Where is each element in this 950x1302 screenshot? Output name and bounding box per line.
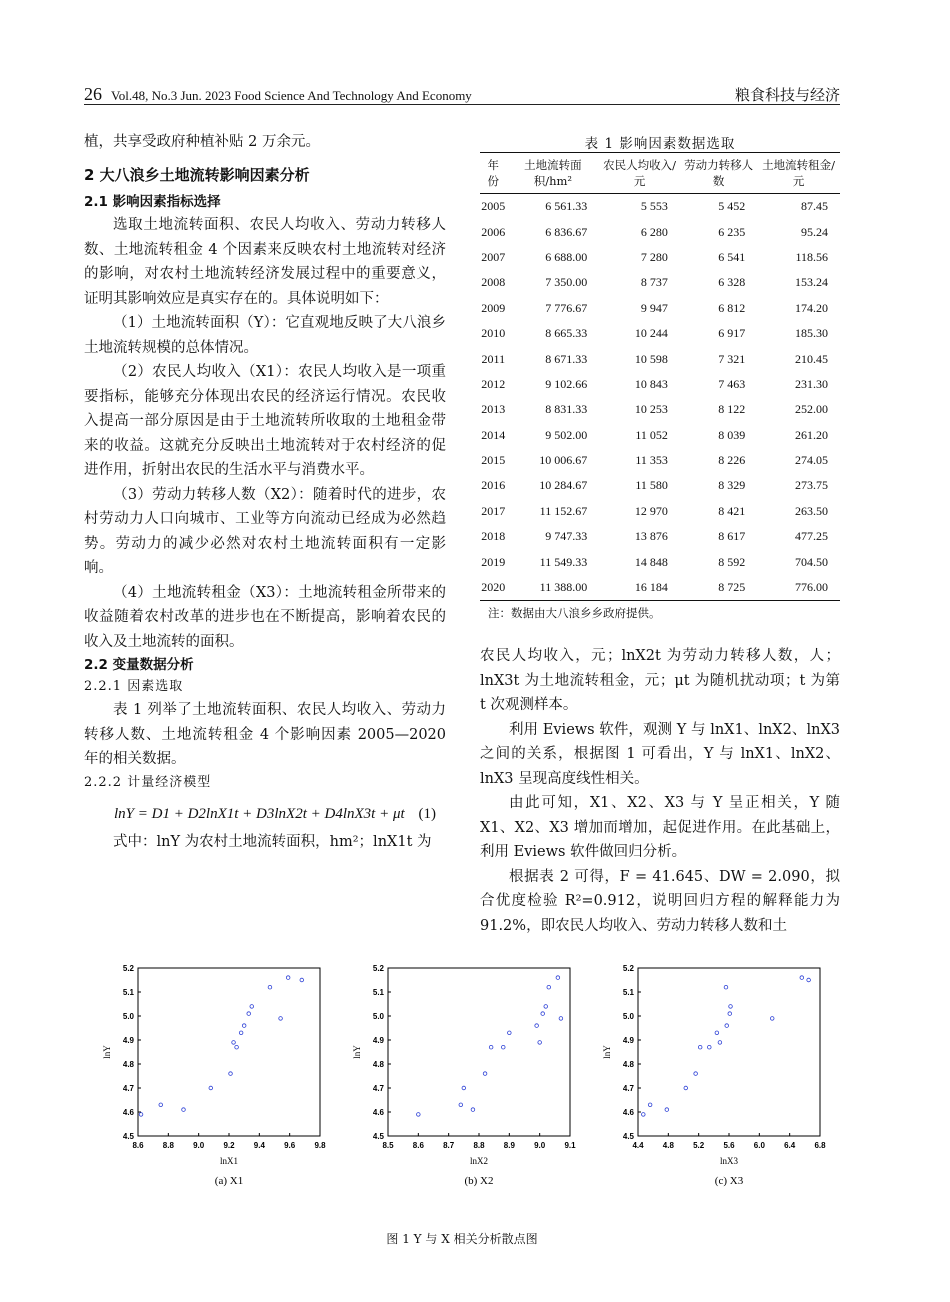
table-cell: 185.30 bbox=[795, 326, 828, 341]
table-cell: 274.05 bbox=[795, 453, 828, 468]
table-cell: 2008 bbox=[481, 275, 506, 290]
journal-info: Vol.48, No.3 Jun. 2023 Food Science And Technology And Economy bbox=[111, 88, 472, 103]
data-point bbox=[279, 1017, 283, 1021]
table-cell: 9 947 bbox=[640, 300, 668, 315]
table-header-cell: 土地流转面积/hm² bbox=[507, 153, 600, 194]
table-cell: 231.30 bbox=[795, 376, 828, 391]
subfigure-caption: (c) X3 bbox=[714, 1175, 744, 1187]
data-point bbox=[462, 1086, 466, 1090]
data-point bbox=[800, 976, 804, 980]
plot-frame bbox=[138, 968, 320, 1136]
y-tick-label: 5.2 bbox=[122, 964, 134, 973]
table-cell: 9 102.66 bbox=[545, 376, 588, 391]
table-cell: 6 328 bbox=[718, 275, 746, 290]
data-point bbox=[489, 1045, 493, 1049]
table-cell: 10 006.67 bbox=[539, 453, 588, 468]
table-cell: 2011 bbox=[481, 351, 506, 366]
paragraph: （4）土地流转租金（X3）：土地流转租金所带来的收益随着农村改革的进步也在不断提高，影响着农民的收入及土地流转的面积。 bbox=[84, 584, 446, 650]
table-header-cell: 劳动力转移人数 bbox=[680, 153, 757, 194]
x-tick-label: 9.4 bbox=[253, 1141, 265, 1150]
data-point bbox=[235, 1045, 239, 1049]
table-row bbox=[480, 346, 840, 371]
table-caption: 表 1 影响因素数据选取 bbox=[584, 136, 736, 152]
table-cell: 2015 bbox=[481, 453, 506, 468]
data-point bbox=[483, 1072, 487, 1076]
x-tick-label: 5.6 bbox=[723, 1141, 735, 1150]
data-point bbox=[541, 1012, 545, 1016]
paragraph: （2）农民人均收入（X1）：农民人均收入是一项重要指标，能够充分体现出农民的经济运行情况。农民收入提高一部分原因是由于土地流转所收取的土地租金带来的收益。这就充分反映出土地流转对于农村经济的促进作用，折射出农民的生活水平与消费水平。 bbox=[84, 364, 446, 478]
table-cell: 7 463 bbox=[718, 376, 746, 391]
data-table bbox=[480, 152, 840, 601]
table-cell: 477.25 bbox=[795, 529, 828, 544]
data-point bbox=[698, 1045, 702, 1049]
figure-1 bbox=[100, 960, 840, 1220]
data-point bbox=[239, 1031, 243, 1035]
paragraph: 式中：lnY 为农村土地流转面积，hm²；lnX1t 为 bbox=[113, 834, 432, 850]
table-row bbox=[480, 321, 840, 346]
table-cell: 8 421 bbox=[718, 503, 746, 518]
plot-frame bbox=[388, 968, 570, 1136]
subsection-heading: 2.2 变量数据分析 bbox=[84, 657, 194, 673]
paragraph: 农民人均收入，元；lnX2t 为劳动力转移人数，人；lnX3t 为土地流转租金，元；μt 为随机扰动项；t 为第 t 次观测样本。 bbox=[480, 648, 840, 713]
x-tick-label: 4.4 bbox=[632, 1141, 644, 1150]
y-tick-label: 5.0 bbox=[622, 1012, 634, 1021]
table-cell: 11 549.33 bbox=[539, 554, 588, 569]
table-cell: 11 052 bbox=[635, 427, 668, 442]
x-tick-label: 9.6 bbox=[284, 1141, 296, 1150]
table-cell: 5 553 bbox=[640, 199, 668, 214]
data-point bbox=[724, 985, 728, 989]
table-cell: 6 836.67 bbox=[545, 224, 588, 239]
y-tick-label: 4.8 bbox=[622, 1060, 634, 1069]
x-tick-label: 4.8 bbox=[662, 1141, 674, 1150]
y-tick-label: 4.8 bbox=[122, 1060, 134, 1069]
table-cell: 8 725 bbox=[680, 575, 757, 601]
table-row bbox=[480, 575, 840, 601]
data-point bbox=[770, 1017, 774, 1021]
subsubsection-heading: 2.2.1 因素选取 bbox=[84, 679, 184, 694]
y-tick-label: 4.7 bbox=[622, 1084, 634, 1093]
table-cell: 6 541 bbox=[718, 249, 746, 264]
table-cell: 2012 bbox=[481, 376, 506, 391]
data-point bbox=[715, 1031, 719, 1035]
y-tick-label: 4.6 bbox=[122, 1108, 134, 1117]
x-tick-label: 5.2 bbox=[693, 1141, 705, 1150]
paragraph: 表 1 列举了土地流转面积、农民人均收入、劳动力转移人数、土地流转租金 4 个影响因素 2005—2020 年的相关数据。 bbox=[84, 702, 446, 767]
table-row bbox=[480, 194, 840, 220]
right-column bbox=[480, 644, 840, 938]
data-point bbox=[471, 1108, 475, 1112]
figure-caption: 图 1 Y 与 X 相关分析散点图 bbox=[386, 1232, 538, 1246]
table-cell: 6 917 bbox=[718, 326, 746, 341]
subsubsection-heading: 2.2.2 计量经济模型 bbox=[84, 774, 212, 790]
x-tick-label: 8.8 bbox=[162, 1141, 174, 1150]
table-header-cell: 农民人均收入/元 bbox=[599, 153, 680, 194]
x-tick-label: 8.9 bbox=[503, 1141, 515, 1150]
table-header-cell: 年份 bbox=[480, 153, 507, 194]
y-tick-label: 5.0 bbox=[122, 1012, 134, 1021]
table-cell: 87.45 bbox=[801, 199, 828, 214]
x-tick-label: 9.0 bbox=[534, 1141, 546, 1150]
y-tick-label: 5.2 bbox=[372, 964, 384, 973]
table-row bbox=[480, 499, 840, 524]
y-axis-label: lnY bbox=[352, 1045, 362, 1059]
y-tick-label: 4.6 bbox=[372, 1108, 384, 1117]
table-row bbox=[480, 270, 840, 295]
table-cell: 11 353 bbox=[635, 453, 668, 468]
equation bbox=[84, 794, 446, 831]
table-cell: 95.24 bbox=[801, 224, 828, 239]
table-cell: 8 039 bbox=[718, 427, 746, 442]
table-cell: 16 184 bbox=[599, 575, 680, 601]
y-tick-label: 4.8 bbox=[372, 1060, 384, 1069]
y-tick-label: 4.7 bbox=[372, 1084, 384, 1093]
paragraph: 由此可知，X1、X2、X3 与 Y 呈正相关，Y 随 X1、X2、X3 增加而增加，起促进作用。在此基础上，利用 Eviews 软件做回归分析。 bbox=[480, 795, 840, 860]
table-cell: 6 280 bbox=[640, 224, 668, 239]
table-cell: 10 253 bbox=[634, 402, 668, 417]
x-tick-label: 8.8 bbox=[473, 1141, 485, 1150]
data-point bbox=[268, 985, 272, 989]
y-tick-label: 4.5 bbox=[122, 1132, 134, 1141]
table-cell: 14 848 bbox=[634, 554, 668, 569]
table-cell: 8 737 bbox=[640, 275, 668, 290]
table-cell: 8 671.33 bbox=[545, 351, 588, 366]
table-cell: 2020 bbox=[480, 575, 507, 601]
x-axis-label: lnX2 bbox=[470, 1156, 488, 1166]
table-block bbox=[480, 132, 840, 621]
table-cell: 2019 bbox=[481, 554, 506, 569]
table-row bbox=[480, 423, 840, 448]
data-point bbox=[139, 1113, 143, 1117]
x-axis-label: lnX3 bbox=[720, 1156, 738, 1166]
table-cell: 7 280 bbox=[640, 249, 668, 264]
data-point bbox=[556, 976, 560, 980]
x-tick-label: 9.1 bbox=[564, 1141, 576, 1150]
data-point bbox=[232, 1041, 236, 1045]
table-cell: 6 235 bbox=[718, 224, 746, 239]
table-cell: 174.20 bbox=[795, 300, 828, 315]
data-point bbox=[707, 1045, 711, 1049]
subfigure-caption: (b) X2 bbox=[464, 1175, 494, 1187]
table-cell: 210.45 bbox=[795, 351, 828, 366]
data-point bbox=[501, 1045, 505, 1049]
table-note: 注：数据由大八浪乡乡政府提供。 bbox=[488, 606, 661, 621]
y-tick-label: 5.0 bbox=[372, 1012, 384, 1021]
table-header-cell: 土地流转租金/元 bbox=[757, 153, 840, 194]
data-point bbox=[247, 1012, 251, 1016]
table-row bbox=[480, 524, 840, 549]
y-tick-label: 5.2 bbox=[622, 964, 634, 973]
data-point bbox=[286, 976, 290, 980]
table-row bbox=[480, 219, 840, 244]
table-cell: 263.50 bbox=[795, 503, 828, 518]
data-point bbox=[725, 1024, 729, 1028]
table-cell: 9 502.00 bbox=[545, 427, 588, 442]
table-cell: 10 244 bbox=[634, 326, 668, 341]
x-tick-label: 8.6 bbox=[412, 1141, 424, 1150]
data-point bbox=[807, 978, 811, 982]
table-cell: 9 747.33 bbox=[545, 529, 588, 544]
y-tick-label: 4.9 bbox=[122, 1036, 134, 1045]
paragraph: 根据表 2 可得，F = 41.645、DW = 2.090，拟合优度检验 R²=0.912，说明回归方程的解释能力为 91.2%，即农民人均收入、劳动力转移人数和土 bbox=[480, 868, 840, 934]
y-tick-label: 5.1 bbox=[622, 988, 634, 997]
table-cell: 252.00 bbox=[795, 402, 828, 417]
table-cell: 8 122 bbox=[718, 402, 746, 417]
table-row bbox=[480, 245, 840, 270]
x-tick-label: 6.4 bbox=[784, 1141, 796, 1150]
data-point bbox=[559, 1017, 563, 1021]
table-cell: 10 598 bbox=[634, 351, 668, 366]
data-point bbox=[547, 985, 551, 989]
data-point bbox=[642, 1113, 646, 1117]
table-cell: 2010 bbox=[481, 326, 506, 341]
running-header bbox=[84, 84, 472, 105]
y-axis-label: lnY bbox=[602, 1045, 612, 1059]
equation-number: (1) bbox=[418, 805, 436, 822]
table-cell: 8 831.33 bbox=[545, 402, 588, 417]
table-cell: 2006 bbox=[481, 224, 506, 239]
x-tick-label: 6.0 bbox=[753, 1141, 765, 1150]
data-point bbox=[535, 1024, 539, 1028]
data-point bbox=[684, 1086, 688, 1090]
table-cell: 2016 bbox=[481, 478, 506, 493]
table-cell: 7 321 bbox=[718, 351, 746, 366]
table-cell: 153.24 bbox=[795, 275, 828, 290]
table-cell: 118.56 bbox=[795, 249, 828, 264]
subfigure-caption: (a) X1 bbox=[214, 1175, 244, 1187]
table-row bbox=[480, 448, 840, 473]
table-row bbox=[480, 397, 840, 422]
x-tick-label: 9.2 bbox=[223, 1141, 235, 1150]
table-cell: 2007 bbox=[481, 249, 506, 264]
table-cell: 11 152.67 bbox=[539, 503, 588, 518]
table-cell: 10 843 bbox=[634, 376, 668, 391]
x-tick-label: 6.8 bbox=[814, 1141, 826, 1150]
table-cell: 5 452 bbox=[718, 199, 746, 214]
table-row bbox=[480, 549, 840, 574]
table-cell: 273.75 bbox=[795, 478, 828, 493]
scatter-plot-a bbox=[100, 960, 330, 1195]
data-point bbox=[242, 1024, 246, 1028]
scatter-plot-b bbox=[350, 960, 580, 1195]
equation-body: lnY = D1 + D2lnX1t + D3lnX2t + D4lnX3t + μt bbox=[114, 805, 405, 822]
left-column bbox=[84, 130, 446, 855]
data-point bbox=[159, 1103, 163, 1107]
table-cell: 7 776.67 bbox=[545, 300, 588, 315]
y-tick-label: 4.9 bbox=[622, 1036, 634, 1045]
table-cell: 704.50 bbox=[795, 554, 828, 569]
header-rule bbox=[84, 104, 840, 105]
data-point bbox=[538, 1041, 542, 1045]
y-tick-label: 4.7 bbox=[122, 1084, 134, 1093]
paragraph: （3）劳动力转移人数（X2）：随着时代的进步，农村劳动力人口向城市、工业等方向流动已经成为必然趋势。劳动力的减少必然对农村土地流转面积有一定影响。 bbox=[84, 486, 446, 576]
table-cell: 6 688.00 bbox=[545, 249, 588, 264]
page-number: 26 bbox=[84, 84, 102, 104]
x-tick-label: 8.6 bbox=[132, 1141, 144, 1150]
data-point bbox=[508, 1031, 512, 1035]
y-axis-label: lnY bbox=[102, 1045, 112, 1059]
table-cell: 8 592 bbox=[718, 554, 746, 569]
table-cell: 776.00 bbox=[757, 575, 840, 601]
table-body bbox=[480, 194, 840, 601]
data-point bbox=[665, 1108, 669, 1112]
table-cell: 7 350.00 bbox=[545, 275, 588, 290]
table-cell: 10 284.67 bbox=[539, 478, 588, 493]
paragraph: 植，共享受政府种植补贴 2 万余元。 bbox=[84, 134, 320, 150]
table-cell: 8 665.33 bbox=[545, 326, 588, 341]
data-point bbox=[182, 1108, 186, 1112]
subsection-heading: 2.1 影响因素指标选择 bbox=[84, 194, 221, 210]
table-cell: 8 226 bbox=[718, 453, 746, 468]
y-tick-label: 5.1 bbox=[122, 988, 134, 997]
y-tick-label: 4.5 bbox=[622, 1132, 634, 1141]
y-tick-label: 4.9 bbox=[372, 1036, 384, 1045]
table-row bbox=[480, 473, 840, 498]
table-header-row bbox=[480, 153, 840, 194]
paragraph: 选取土地流转面积、农民人均收入、劳动力转移人数、土地流转租金 4 个因素来反映农村土地流转对经济的影响，对农村土地流转经济发展过程中的重要意义，证明其影响效应是真实存在的。具体说明如下： bbox=[84, 217, 446, 307]
data-point bbox=[729, 1005, 733, 1009]
table-cell: 2018 bbox=[481, 529, 506, 544]
scatter-plot-c bbox=[600, 960, 830, 1195]
paragraph: 利用 Eviews 软件，观测 Y 与 lnX1、lnX2、lnX3 之间的关系，根据图 1 可看出，Y 与 lnX1、lnX2、lnX3 呈现高度线性相关。 bbox=[480, 721, 840, 787]
table-cell: 2017 bbox=[481, 503, 506, 518]
table-row bbox=[480, 296, 840, 321]
data-point bbox=[417, 1113, 421, 1117]
table-cell: 8 329 bbox=[718, 478, 746, 493]
data-point bbox=[300, 978, 304, 982]
y-tick-label: 4.6 bbox=[622, 1108, 634, 1117]
table-cell: 2014 bbox=[481, 427, 506, 442]
data-point bbox=[459, 1103, 463, 1107]
data-point bbox=[718, 1041, 722, 1045]
data-point bbox=[544, 1005, 548, 1009]
table-cell: 2009 bbox=[481, 300, 506, 315]
table-cell: 8 617 bbox=[718, 529, 746, 544]
x-tick-label: 8.5 bbox=[382, 1141, 394, 1150]
x-tick-label: 8.7 bbox=[443, 1141, 455, 1150]
y-tick-label: 4.5 bbox=[372, 1132, 384, 1141]
table-cell: 2005 bbox=[481, 199, 506, 214]
table-cell: 13 876 bbox=[634, 529, 668, 544]
data-point bbox=[694, 1072, 698, 1076]
table-cell: 2013 bbox=[481, 402, 506, 417]
table-cell: 12 970 bbox=[634, 503, 668, 518]
data-point bbox=[648, 1103, 652, 1107]
table-cell: 6 561.33 bbox=[545, 199, 588, 214]
x-axis-label: lnX1 bbox=[220, 1156, 238, 1166]
x-tick-label: 9.0 bbox=[193, 1141, 205, 1150]
journal-name: 粮食科技与经济 bbox=[734, 86, 840, 104]
data-point bbox=[250, 1005, 254, 1009]
table-cell: 11 388.00 bbox=[507, 575, 600, 601]
table-cell: 11 580 bbox=[635, 478, 668, 493]
y-tick-label: 5.1 bbox=[372, 988, 384, 997]
x-tick-label: 9.8 bbox=[314, 1141, 326, 1150]
table-cell: 6 812 bbox=[718, 300, 746, 315]
data-point bbox=[229, 1072, 233, 1076]
table-cell: 261.20 bbox=[795, 427, 828, 442]
paragraph: （1）土地流转面积（Y）：它直观地反映了大八浪乡土地流转规模的总体情况。 bbox=[84, 315, 446, 356]
data-point bbox=[728, 1012, 732, 1016]
section-heading: 2 大八浪乡土地流转影响因素分析 bbox=[84, 165, 310, 184]
data-point bbox=[209, 1086, 213, 1090]
table-row bbox=[480, 372, 840, 397]
